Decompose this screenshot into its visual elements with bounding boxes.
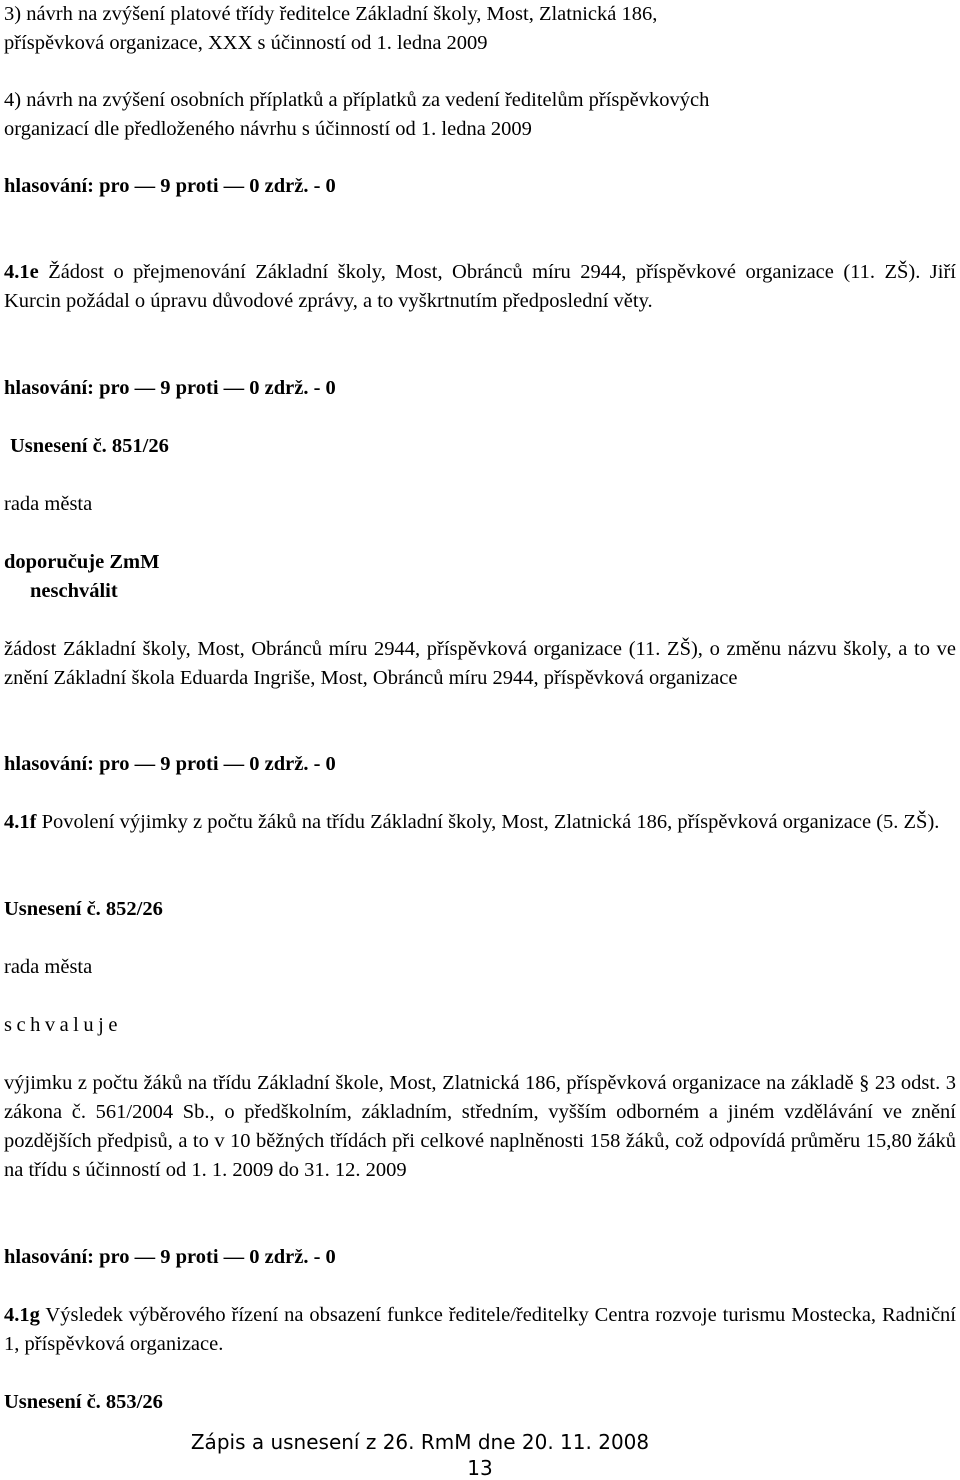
list-item-4-line1: 4) návrh na zvýšení osobních příplatků a příplatků za vedení ředitelům příspěvkových — [4, 89, 710, 111]
resolution-title-852: Usnesení č. 852/26 — [4, 898, 163, 920]
resolution-verb-851: doporučuje ZmM — [4, 551, 160, 573]
section-4-1f — [4, 808, 956, 837]
list-item-4 — [4, 86, 956, 144]
list-item-3-line2: příspěvková organizace, XXX s účinností od 1. ledna 2009 — [4, 32, 488, 54]
resolution-body-851: rada města — [4, 493, 93, 515]
page-number: 13 — [467, 1456, 493, 1480]
vote-result-4: hlasování: pro — 9 proti — 0 zdrž. - 0 — [4, 1246, 336, 1268]
resolution-body-852: rada města — [4, 956, 93, 978]
section-number: 4.1e — [4, 261, 39, 283]
section-4-1g — [4, 1301, 956, 1359]
vote-result-1: hlasování: pro — 9 proti — 0 zdrž. - 0 — [4, 175, 336, 197]
list-item-3-line1: 3) návrh na zvýšení platové třídy ředitelce Základní školy, Most, Zlatnická 186, — [4, 3, 658, 25]
list-item-3 — [4, 0, 956, 58]
list-item-4-line2: organizací dle předloženého návrhu s účinností od 1. ledna 2009 — [4, 118, 532, 140]
vote-result-2: hlasování: pro — 9 proti — 0 zdrž. - 0 — [4, 377, 336, 399]
resolution-text-851: žádost Základní školy, Most, Obránců míru 2944, příspěvková organizace (11. ZŠ), o změnu názvu školy, a to ve znění Základní škola Eduarda Ingriše, Most, Obránců míru 2944, příspěvková organizace — [4, 638, 956, 689]
footer-caption: Zápis a usnesení z 26. RmM dne 20. 11. 2008 — [190, 1430, 650, 1454]
resolution-verb-852: schvaluje — [4, 1014, 122, 1036]
vote-result-3: hlasování: pro — 9 proti — 0 zdrž. - 0 — [4, 753, 336, 775]
resolution-text-852: výjimku z počtu žáků na třídu Základní škole, Most, Zlatnická 186, příspěvková organizace na základě § 23 odst. 3 zákona č. 561/2004 Sb., o předškolním, základním, středním, vyšším odborném a jiném vzdělávání ve znění pozdějších předpisů, a to v 10 běžných třídách při celkové naplněnosti 158 žáků, což odpovídá průměru 15,80 žáků na třídu s účinností od 1. 1. 2009 do 31. 12. 2009 — [4, 1072, 956, 1181]
section-4-1e — [4, 258, 956, 316]
resolution-title-851: Usnesení č. 851/26 — [10, 435, 169, 457]
section-text: Výsledek výběrového řízení na obsazení funkce ředitele/ředitelky Centra rozvoje turismu Mostecka, Radniční 1, příspěvková organizace. — [4, 1304, 956, 1355]
section-text: Povolení výjimky z počtu žáků na třídu Základní školy, Most, Zlatnická 186, příspěvková organizace (5. ZŠ). — [36, 811, 940, 833]
section-number: 4.1f — [4, 811, 37, 833]
resolution-title-853: Usnesení č. 853/26 — [4, 1391, 163, 1413]
section-number: 4.1g — [4, 1304, 40, 1326]
resolution-verb2-851: neschválit — [30, 580, 118, 602]
section-text: Žádost o přejmenování Základní školy, Most, Obránců míru 2944, příspěvkové organizace (11. ZŠ). Jiří Kurcin požádal o úpravu důvodové zprávy, a to vyškrtnutím předposlední věty. — [4, 261, 956, 312]
